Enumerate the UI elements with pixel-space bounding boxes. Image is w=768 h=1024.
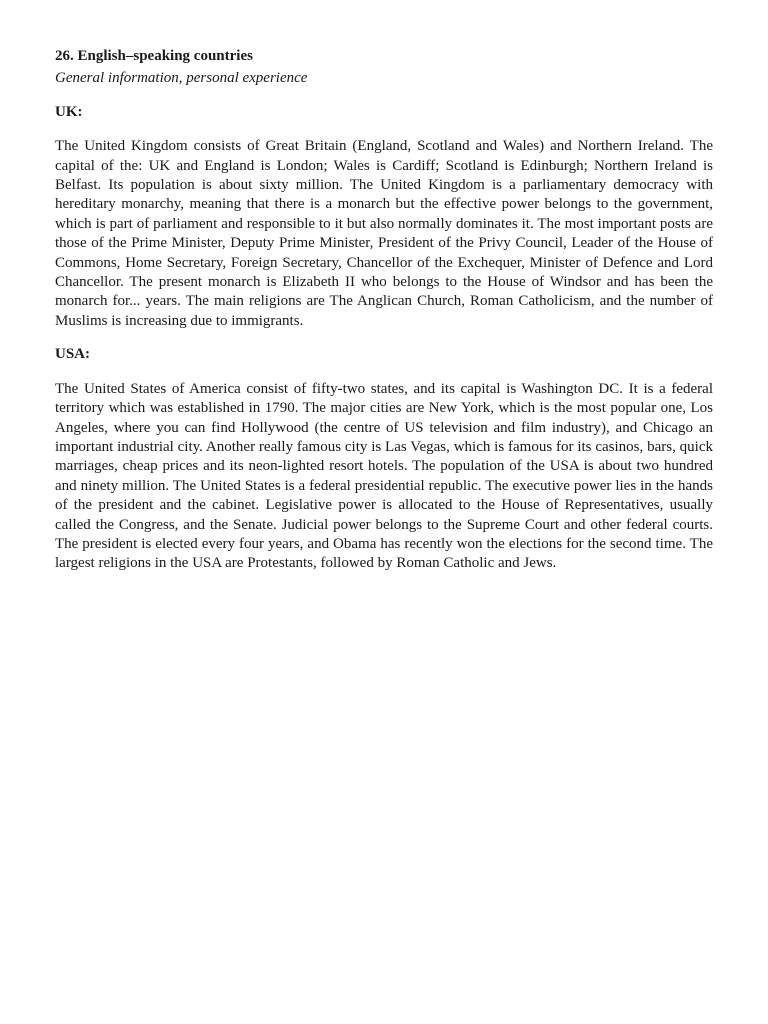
section-paragraph-usa: The United States of America consist of fifty-two states, and its capital is Washington DC. It is a federal territory which was established in 1790. The major cities are New York, which is the most popular one, Los Angeles, where you can find Hollywood (the centre of US television and film industry), and Chicago an important industrial city. Another really famous city is Las Vegas, which is famous for its casinos, bars, quick marriages, cheap prices and its neon-lighted resort hotels. The population of the USA is about two hundred and ninety million. The United States is a federal presidential republic. The executive power lies in the hands of the president and the cabinet. Legislative power is allocated to the House of Representatives, usually called the Congress, and the Senate. Judicial power belongs to the Supreme Court and other federal courts. The president is elected every four years, and Obama has recently won the elections for the second time. The largest religions in the USA are Protestants, followed by Roman Catholic and Jews.: [55, 380, 713, 572]
section-usa: [55, 345, 713, 573]
section-paragraph-uk: The United Kingdom consists of Great Britain (England, Scotland and Wales) and Northern Ireland. The capital of the: UK and England is London; Wales is Cardiff; Scotland is Edinburgh; Northern Ireland is Belfast. Its population is about sixty million. The United Kingdom is a parliamentary democracy with hereditary monarchy, meaning that there is a monarch but the effective power belongs to the government, which is part of parliament and responsible to it but also normally dominates it. The most important posts are those of the Prime Minister, Deputy Prime Minister, President of the Privy Council, Leader of the House of Commons, Home Secretary, Foreign Secretary, Chancellor of the Exchequer, Minister of Defence and Lord Chancellor. The present monarch is Elizabeth II who belongs to the House of Windsor and has been the monarch for... years. The main religions are The Anglican Church, Roman Catholicism, and the number of Muslims is increasing due to immigrants.: [55, 138, 713, 329]
document-subtitle: General information, personal experience: [55, 70, 308, 87]
section-uk: [55, 103, 713, 331]
document-title: 26. English–speaking countries: [55, 48, 253, 64]
document-page: [55, 47, 713, 574]
section-heading-usa: USA:: [55, 346, 91, 363]
section-heading-uk: UK:: [55, 103, 83, 120]
